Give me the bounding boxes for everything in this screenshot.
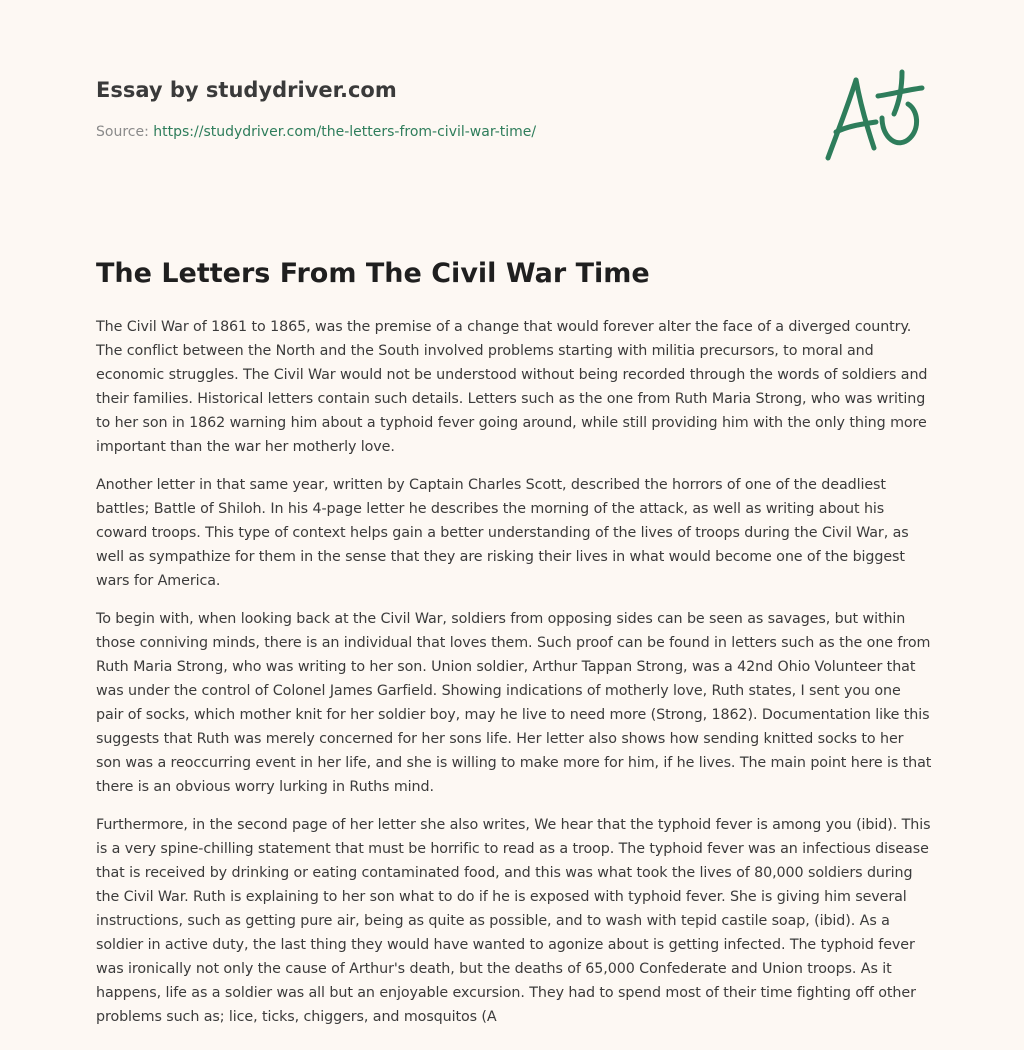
brand-title: Essay by studydriver.com: [96, 78, 397, 102]
source-line: [96, 122, 796, 142]
article-paragraph: To begin with, when looking back at the Civil War, soldiers from opposing sides can be seen as savages, but within those conniving minds, there is an individual that loves them. Such proof can be found in letters such as the one from Ruth Maria Strong, who was writing to her son. Union soldier, Arthur Tappan Strong, was a 42nd Ohio Volunteer that was under the control of Colonel James Garfield. Showing indications of motherly love, Ruth states, I sent you one pair of socks, which mother knit for her soldier boy, may he live to need more (Strong, 1862). Documentation like this suggests that Ruth was merely concerned for her sons life. Her letter also shows how sending knitted socks to her son was a reoccurring event in her life, and she is willing to make more for him, if he lives. The main point here is that there is an obvious worry lurking in Ruths mind.: [96, 611, 932, 795]
article-paragraph: The Civil War of 1861 to 1865, was the premise of a change that would forever alter the face of a diverged country. The conflict between the North and the South involved problems starting with militia precursors, to moral and economic struggles. The Civil War would not be understood without being recorded through the words of soldiers and their families. Historical letters contain such details. Letters such as the one from Ruth Maria Strong, who was writing to her son in 1862 warning him about a typhoid fever going around, while still providing him with the only thing more important than the war her motherly love.: [96, 319, 928, 455]
article-paragraph: Another letter in that same year, written by Captain Charles Scott, described the horrors of one of the deadliest battles; Battle of Shiloh. In his 4-page letter he describes the morning of the attack, as well as writing about his coward troops. This type of context helps gain a better understanding of the lives of troops during the Civil War, as well as sympathize for them in the sense that they are risking their lives in what would become one of the biggest wars for America.: [96, 477, 909, 589]
article-body: [96, 315, 932, 1043]
article-title: The Letters From The Civil War Time: [96, 258, 650, 289]
source-label: Source:: [96, 124, 149, 140]
page-header: [96, 76, 796, 142]
article-paragraph: Furthermore, in the second page of her letter she also writes, We hear that the typhoid fever is among you (ibid). This is a very spine-chilling statement that must be horrific to read as a troop. The typhoid fever was an infectious disease that is received by drinking or eating contaminated food, and this was what took the lives of 80,000 soldiers during the Civil War. Ruth is explaining to her son what to do if he is exposed with typhoid fever. She is giving him several instructions, such as getting pure air, being as quite as possible, and to wash with tepid castile soap, (ibid). As a soldier in active duty, the last thing they would have wanted to agonize about is getting infected. The typhoid fever was ironically not only the cause of Arthur's death, but the deaths of 65,000 Confederate and Union troops. As it happens, life as a soldier was all but an enjoyable excursion. They had to spend most of their time fighting off other problems such as; lice, ticks, chiggers, and mosquitos (A: [96, 817, 931, 1025]
a-plus-logo-icon: [822, 66, 928, 166]
source-link[interactable]: https://studydriver.com/the-letters-from-civil-war-time/: [153, 124, 537, 140]
